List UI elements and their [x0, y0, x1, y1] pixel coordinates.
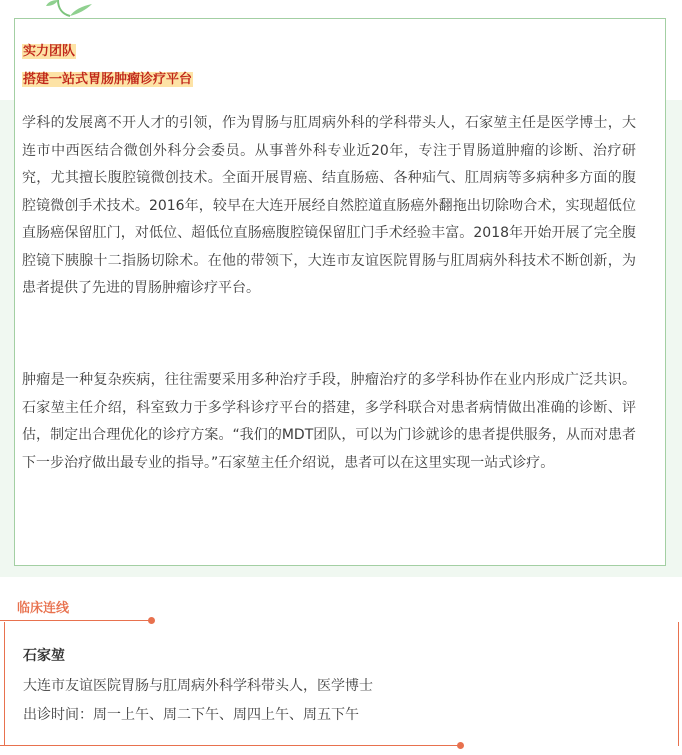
section-tag	[22, 40, 76, 59]
doctor-name: 石家堃	[23, 648, 65, 664]
paragraph-2: 肿瘤是一种复杂疾病，往往需要采用多种治疗手段，肿瘤治疗的多学科协作在业内形成广泛共识。石家堃主任介绍，科室致力于多学科诊疗平台的搭建，多学科联合对患者病情做出准确的诊断、评估，制定出合理优化的诊疗方案。“我们的MDT团队，可以为门诊就诊的患者提供服务，从而对患者下一步治疗做出最专业的指导。”石家堃主任介绍说，患者可以在这里实现一站式诊疗。	[22, 372, 636, 471]
sprout-icon	[40, 0, 100, 20]
paragraph-1: 学科的发展离不开人才的引领，作为胃肠与肛周病外科的学科带头人，石家堃主任是医学博士，大连市中西医结合微创外科分会委员。从事普外科专业近20年，专注于胃肠道肿瘤的诊断、治疗研究，尤其擅长腹腔镜微创技术。全面开展胃癌、结直肠癌、各种疝气、肛周病等多病种多方面的腹腔镜微创手术技术。2016年，较早在大连开展经自然腔道直肠癌外翻拖出切除吻合术，实现超低位直肠癌保留肛门，对低位、超低位直肠癌腹腔镜保留肛门手术经验丰富。2018年开始开展了完全腹腔镜下胰腺十二指肠切除术。在他的带领下，大连市友谊医院胃肠与肛周病外科技术不断创新，为患者提供了先进的胃肠肿瘤诊疗平台。	[22, 115, 636, 296]
section-tag-text: 实力团队	[23, 44, 76, 59]
section-heading	[22, 68, 193, 87]
section-divider	[0, 620, 152, 621]
divider-dot-bottom	[457, 742, 464, 749]
clinic-section-title: 临床连线	[17, 601, 70, 616]
info-box-bottom-line	[0, 745, 460, 746]
doctor-title: 大连市友谊医院胃肠与肛周病外科学科带头人，医学博士	[23, 678, 373, 694]
clinic-schedule: 出诊时间：周一上午、周二下午、周四上午、周五下午	[23, 707, 359, 723]
section-heading-text: 搭建一站式胃肠肿瘤诊疗平台	[23, 72, 193, 87]
